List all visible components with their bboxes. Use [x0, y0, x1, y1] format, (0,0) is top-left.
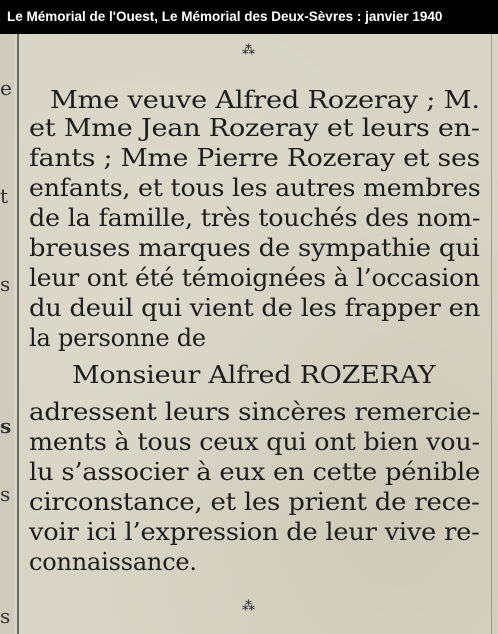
article-line: leur ont été témoignées à l’occasion	[29, 264, 480, 292]
margin-fragment: s	[0, 272, 11, 296]
asterism: ⁂	[242, 43, 256, 58]
newspaper-clipping	[0, 34, 498, 634]
margin-fragment: s	[0, 482, 11, 506]
article-line: Mme veuve Alfred Rozeray ; M.	[50, 86, 480, 114]
article-line: enfants, et tous les autres membres	[29, 174, 481, 202]
article-line: lu s’associer à eux en cette pénible	[29, 458, 481, 486]
ornament-top	[0, 43, 498, 58]
column-rule	[17, 34, 19, 634]
article-line: adressent leurs sincères remercie-	[29, 398, 481, 426]
article-line: et Mme Jean Rozeray et leurs en-	[29, 114, 480, 142]
margin-fragment: e	[0, 76, 12, 100]
margin-fragment: s	[0, 604, 11, 628]
article-line: ments à tous ceux qui ont bien vou-	[29, 428, 480, 456]
article-line: de la famille, très touchés des nom-	[29, 204, 481, 232]
margin-fragment: s	[0, 414, 12, 438]
window-title: Le Mémorial de l'Ouest, Le Mémorial des Deux-Sèvres : janvier 1940	[0, 0, 498, 34]
article-line: fants ; Mme Pierre Rozeray et ses	[29, 144, 480, 172]
article-line: la personne de	[29, 324, 206, 352]
margin-fragment: t	[0, 184, 9, 208]
deceased-name: Monsieur Alfred ROZERAY	[72, 361, 436, 389]
ornament-bottom	[0, 599, 498, 614]
column-rule	[491, 34, 492, 634]
left-column-edge	[0, 34, 14, 634]
article-line: du deuil qui vient de les frapper en	[29, 294, 480, 322]
asterism: ⁂	[242, 599, 256, 614]
article-line: breuses marques de sympathie qui	[29, 234, 480, 262]
article-line: circonstance, et les prient de rece-	[29, 488, 480, 516]
article-line: voir ici l’expression de leur vive re-	[29, 518, 480, 546]
article-line: connaissance.	[29, 548, 197, 576]
